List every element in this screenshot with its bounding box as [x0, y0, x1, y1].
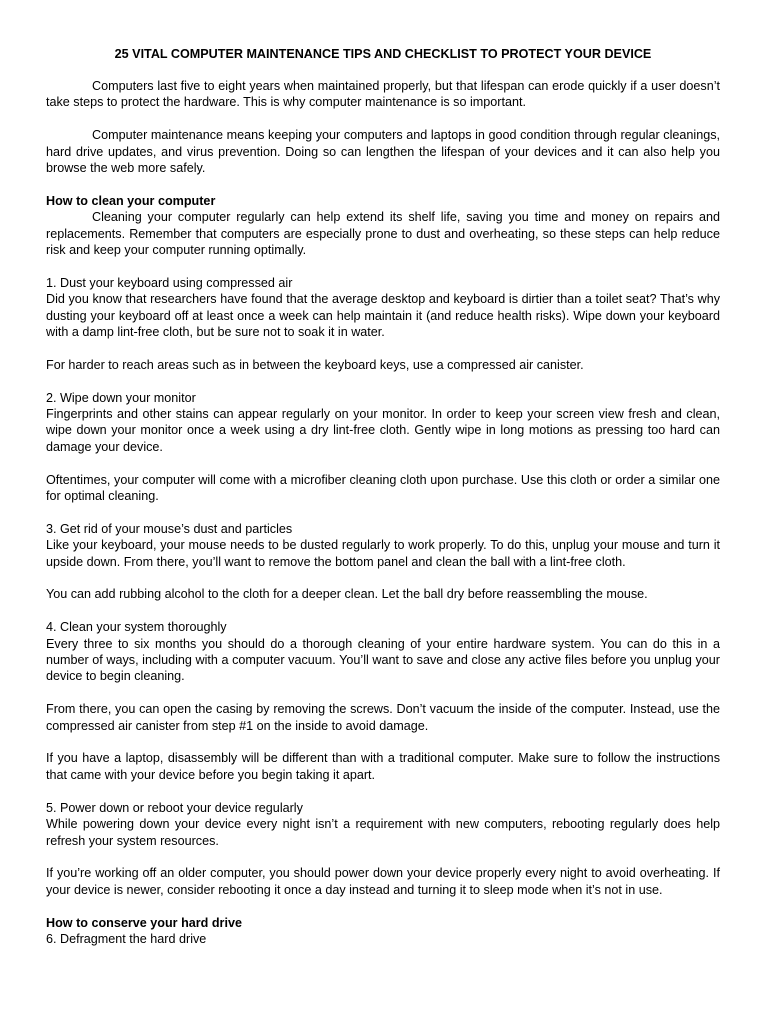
spacer: [46, 373, 720, 389]
tip-4-paragraph-3: If you have a laptop, disassembly will be different than with a traditional computer. Make sure to follow the instructions that came with your device before you begin taking it apart.: [46, 751, 720, 782]
tip-title-5: 5. Power down or reboot your device regularly: [46, 800, 303, 815]
spacer: [46, 849, 720, 865]
tip-1-paragraph-2: For harder to reach areas such as in between the keyboard keys, use a compressed air canister.: [46, 357, 584, 372]
document-page: [46, 46, 720, 947]
tip-title-4: 4. Clean your system thoroughly: [46, 620, 227, 635]
tip-title-2: 2. Wipe down your monitor: [46, 390, 196, 405]
spacer: [46, 111, 720, 127]
tip-4-paragraph-1: Every three to six months you should do a thorough cleaning of your entire hardware system. You can do this in a number of ways, including with a computer vacuum. You’ll want to save and close any active files before you unplug your device to begin cleaning.: [46, 636, 720, 684]
tip-title-1: 1. Dust your keyboard using compressed air: [46, 275, 293, 290]
tip-2-paragraph-2: Oftentimes, your computer will come with a microfiber cleaning cloth upon purchase. Use this cloth or order a similar one for optimal cleaning.: [46, 472, 720, 504]
section-heading-clean: How to clean your computer: [46, 193, 216, 208]
tip-title-6: 6. Defragment the hard drive: [46, 931, 207, 946]
section-intro-clean: Cleaning your computer regularly can help extend its shelf life, saving you time and money on repairs and replacements. Remember that computers are especially prone to dust and overheating, so these steps can help reduce risk and keep your computer running optimally.: [46, 210, 720, 258]
section-heading-hard-drive: How to conserve your hard drive: [46, 915, 242, 930]
tip-5-paragraph-1: While powering down your device every night isn’t a requirement with new computers, rebooting regularly does help refresh your system resources.: [46, 817, 720, 848]
tip-title-3: 3. Get rid of your mouse’s dust and particles: [46, 521, 293, 536]
spacer: [46, 258, 720, 274]
document-title: 25 VITAL COMPUTER MAINTENANCE TIPS AND CHECKLIST TO PROTECT YOUR DEVICE: [114, 47, 652, 61]
intro-paragraph-1: Computers last five to eight years when maintained properly, but that lifespan can erode quickly if a user doesn’t take steps to protect the hardware. This is why computer maintenance is so important.: [46, 79, 720, 110]
spacer: [46, 176, 720, 192]
tip-1-paragraph-1: Did you know that researchers have found that the average desktop and keyboard is dirtier than a toilet seat? That’s why dusting your keyboard off at least once a week can help maintain it (and reduce health risks). Wipe down your keyboard with a damp lint-free cloth, but be sure not to soak it in water.: [46, 292, 720, 340]
tip-5-paragraph-2: If you’re working off an older computer, you should power down your device properly every night to avoid overheating. If your device is newer, consider rebooting it once a day instead and turning it to sleep mode when it’s not in use.: [46, 866, 720, 897]
spacer: [46, 734, 720, 750]
tip-4-paragraph-2: From there, you can open the casing by removing the screws. Don’t vacuum the inside of the computer. Instead, use the compressed air canister from step #1 on the inside to avoid damage.: [46, 702, 720, 733]
intro-paragraph-2: Computer maintenance means keeping your computers and laptops in good condition through regular cleanings, hard drive updates, and virus prevention. Doing so can lengthen the lifespan of your devices and it can also help you browse the web more safely.: [46, 128, 720, 176]
spacer: [46, 504, 720, 520]
spacer: [46, 898, 720, 914]
spacer: [46, 340, 720, 356]
tip-3-paragraph-2: You can add rubbing alcohol to the cloth for a deeper clean. Let the ball dry before reassembling the mouse.: [46, 587, 648, 602]
spacer: [46, 685, 720, 701]
spacer: [46, 603, 720, 619]
spacer: [46, 783, 720, 799]
tip-3-paragraph-1: Like your keyboard, your mouse needs to be dusted regularly to work properly. To do this, unplug your mouse and turn it upside down. From there, you’ll want to remove the bottom panel and clean the ball with a lint-free cloth.: [46, 538, 720, 569]
spacer: [46, 570, 720, 586]
tip-2-paragraph-1: Fingerprints and other stains can appear regularly on your monitor. In order to keep your screen view fresh and clean, wipe down your monitor once a week using a dry lint-free cloth. Gently wipe in long motions as pressing too hard can damage your device.: [46, 407, 720, 454]
spacer: [46, 455, 720, 471]
